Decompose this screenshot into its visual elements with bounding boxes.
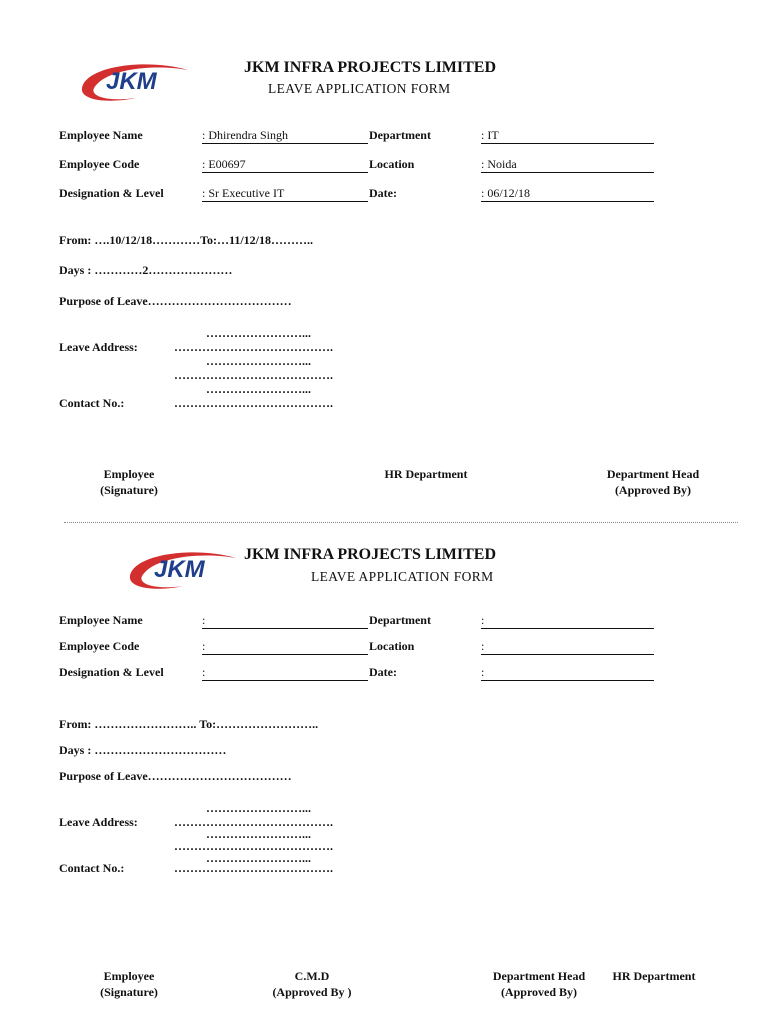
cmd-sig-label: C.M.D [294,969,330,983]
employee-sig-sub: (Signature) [100,483,158,497]
purpose-line: Purpose of Leave……………………………… [59,294,292,308]
jkm-logo-icon [76,58,196,104]
cmd-signature-block [262,968,362,1000]
employee-code-label: Employee Code [59,157,140,171]
date-field-2[interactable]: : [481,665,654,681]
location-label: Location [369,157,415,171]
from-to-line-2: From: …………………….. To:…………………….. [59,717,319,731]
company-name-2: JKM INFRA PROJECTS LIMITED [244,546,497,563]
address-dots-2: …………………………………. [174,340,333,354]
form-separator [64,522,738,523]
hr-signature-block-2 [604,968,704,984]
dept-head-sig-sub-2: (Approved By) [500,985,578,999]
employee-code-field-2[interactable]: : [202,639,368,655]
dept-head-sig-sub: (Approved By) [614,483,692,497]
location-field[interactable]: : Noida [481,157,654,173]
department-label: Department [369,128,431,142]
address-dots-4: …………………………………. [174,368,333,382]
purpose-line-2: Purpose of Leave……………………………… [59,769,292,783]
logo-text: JKM [154,556,205,583]
location-field-2[interactable]: : [481,639,654,655]
address-dots-1: ……………………... [206,326,311,340]
date-label-2: Date: [369,665,397,679]
employee-signature-block-2 [94,968,164,1000]
company-logo [76,58,196,109]
contact-dots: …………………………………. [174,396,333,410]
hr-signature-block [376,466,476,482]
department-label-2: Department [369,613,431,627]
address-dots-5: ……………………... [206,382,311,396]
hr-sig-label-2: HR Department [612,969,696,983]
dept-head-sig-label-2: Department Head [492,969,586,983]
jkm-logo-icon [124,546,244,592]
contact-label: Contact No.: [59,396,125,410]
address-dots-2-5: ……………………... [206,851,311,865]
days-line: Days : …………2………………… [59,263,233,277]
address-dots-2-1: ……………………... [206,801,311,815]
address-dots-2-4: …………………………………. [174,839,333,853]
hr-sig-label: HR Department [384,467,468,481]
contact-label-2: Contact No.: [59,861,125,875]
address-dots-3: ……………………... [206,354,311,368]
employee-signature-block [94,466,164,498]
dept-head-signature-block [598,466,708,498]
date-label: Date: [369,186,397,200]
designation-field[interactable]: : Sr Executive IT [202,186,368,202]
dept-head-signature-block-2 [484,968,594,1000]
department-field-2[interactable]: : [481,613,654,629]
leave-address-label: Leave Address: [59,340,138,354]
company-name: JKM INFRA PROJECTS LIMITED [244,59,497,76]
form-title: LEAVE APPLICATION FORM [268,81,451,96]
from-to-line: From: ….10/12/18…………To:…11/12/18……….. [59,233,314,247]
employee-code-field[interactable]: : E00697 [202,157,368,173]
employee-sig-sub-2: (Signature) [100,985,158,999]
logo-text: JKM [106,68,157,95]
address-dots-2-2: …………………………………. [174,815,333,829]
employee-name-field[interactable]: : Dhirendra Singh [202,128,368,144]
designation-label: Designation & Level [59,186,164,200]
form-title-2: LEAVE APPLICATION FORM [311,569,494,584]
employee-code-label-2: Employee Code [59,639,140,653]
employee-name-field-2[interactable]: : [202,613,368,629]
designation-label-2: Designation & Level [59,665,164,679]
address-dots-2-3: ……………………... [206,827,311,841]
employee-sig-label-2: Employee [103,969,155,983]
contact-dots-2: …………………………………. [174,861,333,875]
designation-field-2[interactable]: : [202,665,368,681]
cmd-sig-sub: (Approved By ) [272,985,352,999]
location-label-2: Location [369,639,415,653]
company-logo-2 [124,546,244,597]
department-field[interactable]: : IT [481,128,654,144]
date-field[interactable]: : 06/12/18 [481,186,654,202]
leave-address-label-2: Leave Address: [59,815,138,829]
dept-head-sig-label: Department Head [606,467,700,481]
days-line-2: Days : …………………………… [59,743,227,757]
employee-sig-label: Employee [103,467,155,481]
employee-name-label-2: Employee Name [59,613,143,627]
employee-name-label: Employee Name [59,128,143,142]
